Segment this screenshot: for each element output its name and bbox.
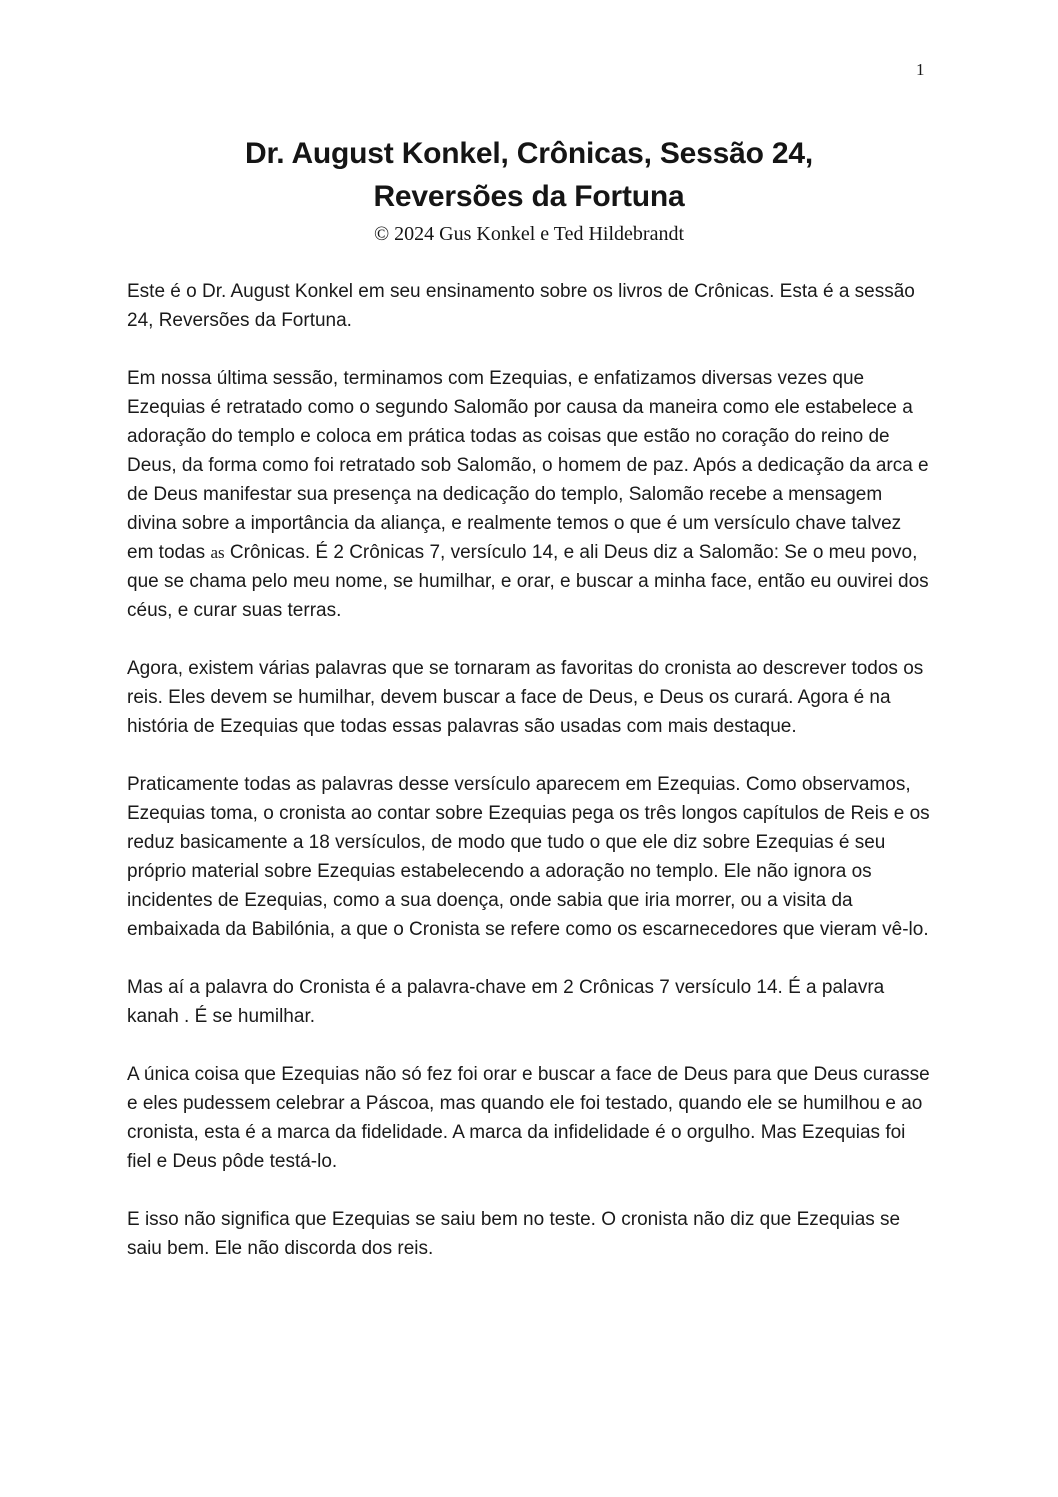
page-number: 1: [916, 60, 925, 79]
paragraph: [127, 1060, 930, 1176]
paragraph: [127, 973, 930, 1031]
paragraph: [127, 277, 930, 335]
paragraph: [127, 770, 930, 944]
paragraph-text: Mas aí a palavra do Cronista é a palavra-chave em 2 Crônicas 7 versículo 14. É a palavra kanah . É se humilhar.: [127, 977, 885, 1027]
paragraph-serif-word: as: [210, 543, 225, 562]
title-line-2: Reversões da Fortuna: [373, 180, 685, 213]
paragraph-text: Este é o Dr. August Konkel em seu ensinamento sobre os livros de Crônicas. Esta é a sessão 24, Reversões da Fortuna.: [127, 281, 915, 331]
paragraph: [127, 364, 930, 625]
paragraph: [127, 1205, 930, 1263]
document-body: [127, 277, 930, 1263]
title-line-1: Dr. August Konkel, Crônicas, Sessão 24,: [245, 137, 813, 170]
paragraph-text: Praticamente todas as palavras desse versículo aparecem em Ezequias. Como observamos, Ezequias toma, o cronista ao contar sobre Ezequias pega os três longos capítulos de Reis e os reduz basicamente a 18 versículos, de modo que tudo o que ele diz sobre Ezequias é seu próprio material sobre Ezequias estabelecendo a adoração no templo. Ele não ignora os incidentes de Ezequias, como a sua doença, onde sabia que iria morrer, ou a visita da embaixada da Babilónia, a que o Cronista se refere como os escarnecedores que vieram vê-lo.: [127, 774, 930, 940]
document-title: [0, 132, 1058, 218]
paragraph-text: A única coisa que Ezequias não só fez foi orar e buscar a face de Deus para que Deus curasse e eles pudessem celebrar a Páscoa, mas quando ele foi testado, quando ele se humilhou e ao cronista, esta é a marca da fidelidade. A marca da infidelidade é o orgulho. Mas Ezequias foi fiel e Deus pôde testá-lo.: [127, 1064, 930, 1172]
paragraph-text: Crônicas. É 2 Crônicas 7, versículo 14, e ali Deus diz a Salomão: Se o meu povo, que se chama pelo meu nome, se humilhar, e orar, e buscar a minha face, então eu ouvirei dos céus, e curar suas terras.: [127, 542, 929, 621]
paragraph: [127, 654, 930, 741]
paragraph-text: Agora, existem várias palavras que se tornaram as favoritas do cronista ao descrever todos os reis. Eles devem se humilhar, devem buscar a face de Deus, e Deus os curará. Agora é na história de Ezequias que todas essas palavras são usadas com mais destaque.: [127, 658, 924, 737]
document-header: [0, 0, 1058, 247]
copyright-line: © 2024 Gus Konkel e Ted Hildebrandt: [373, 223, 685, 245]
paragraph-text: E isso não significa que Ezequias se saiu bem no teste. O cronista não diz que Ezequias se saiu bem. Ele não discorda dos reis.: [127, 1209, 901, 1259]
paragraph-text: Em nossa última sessão, terminamos com Ezequias, e enfatizamos diversas vezes que Ezequias é retratado como o segundo Salomão por causa da maneira como ele estabelece a adoração do templo e coloca em prática todas as coisas que estão no coração do reino de Deus, da forma como foi retratado sob Salomão, o homem de paz. Após a dedicação da arca e de Deus manifestar sua presença na dedicação do templo, Salomão recebe a mensagem divina sobre a importância da aliança, e realmente temos o que é um versículo chave talvez em todas: [127, 368, 929, 563]
